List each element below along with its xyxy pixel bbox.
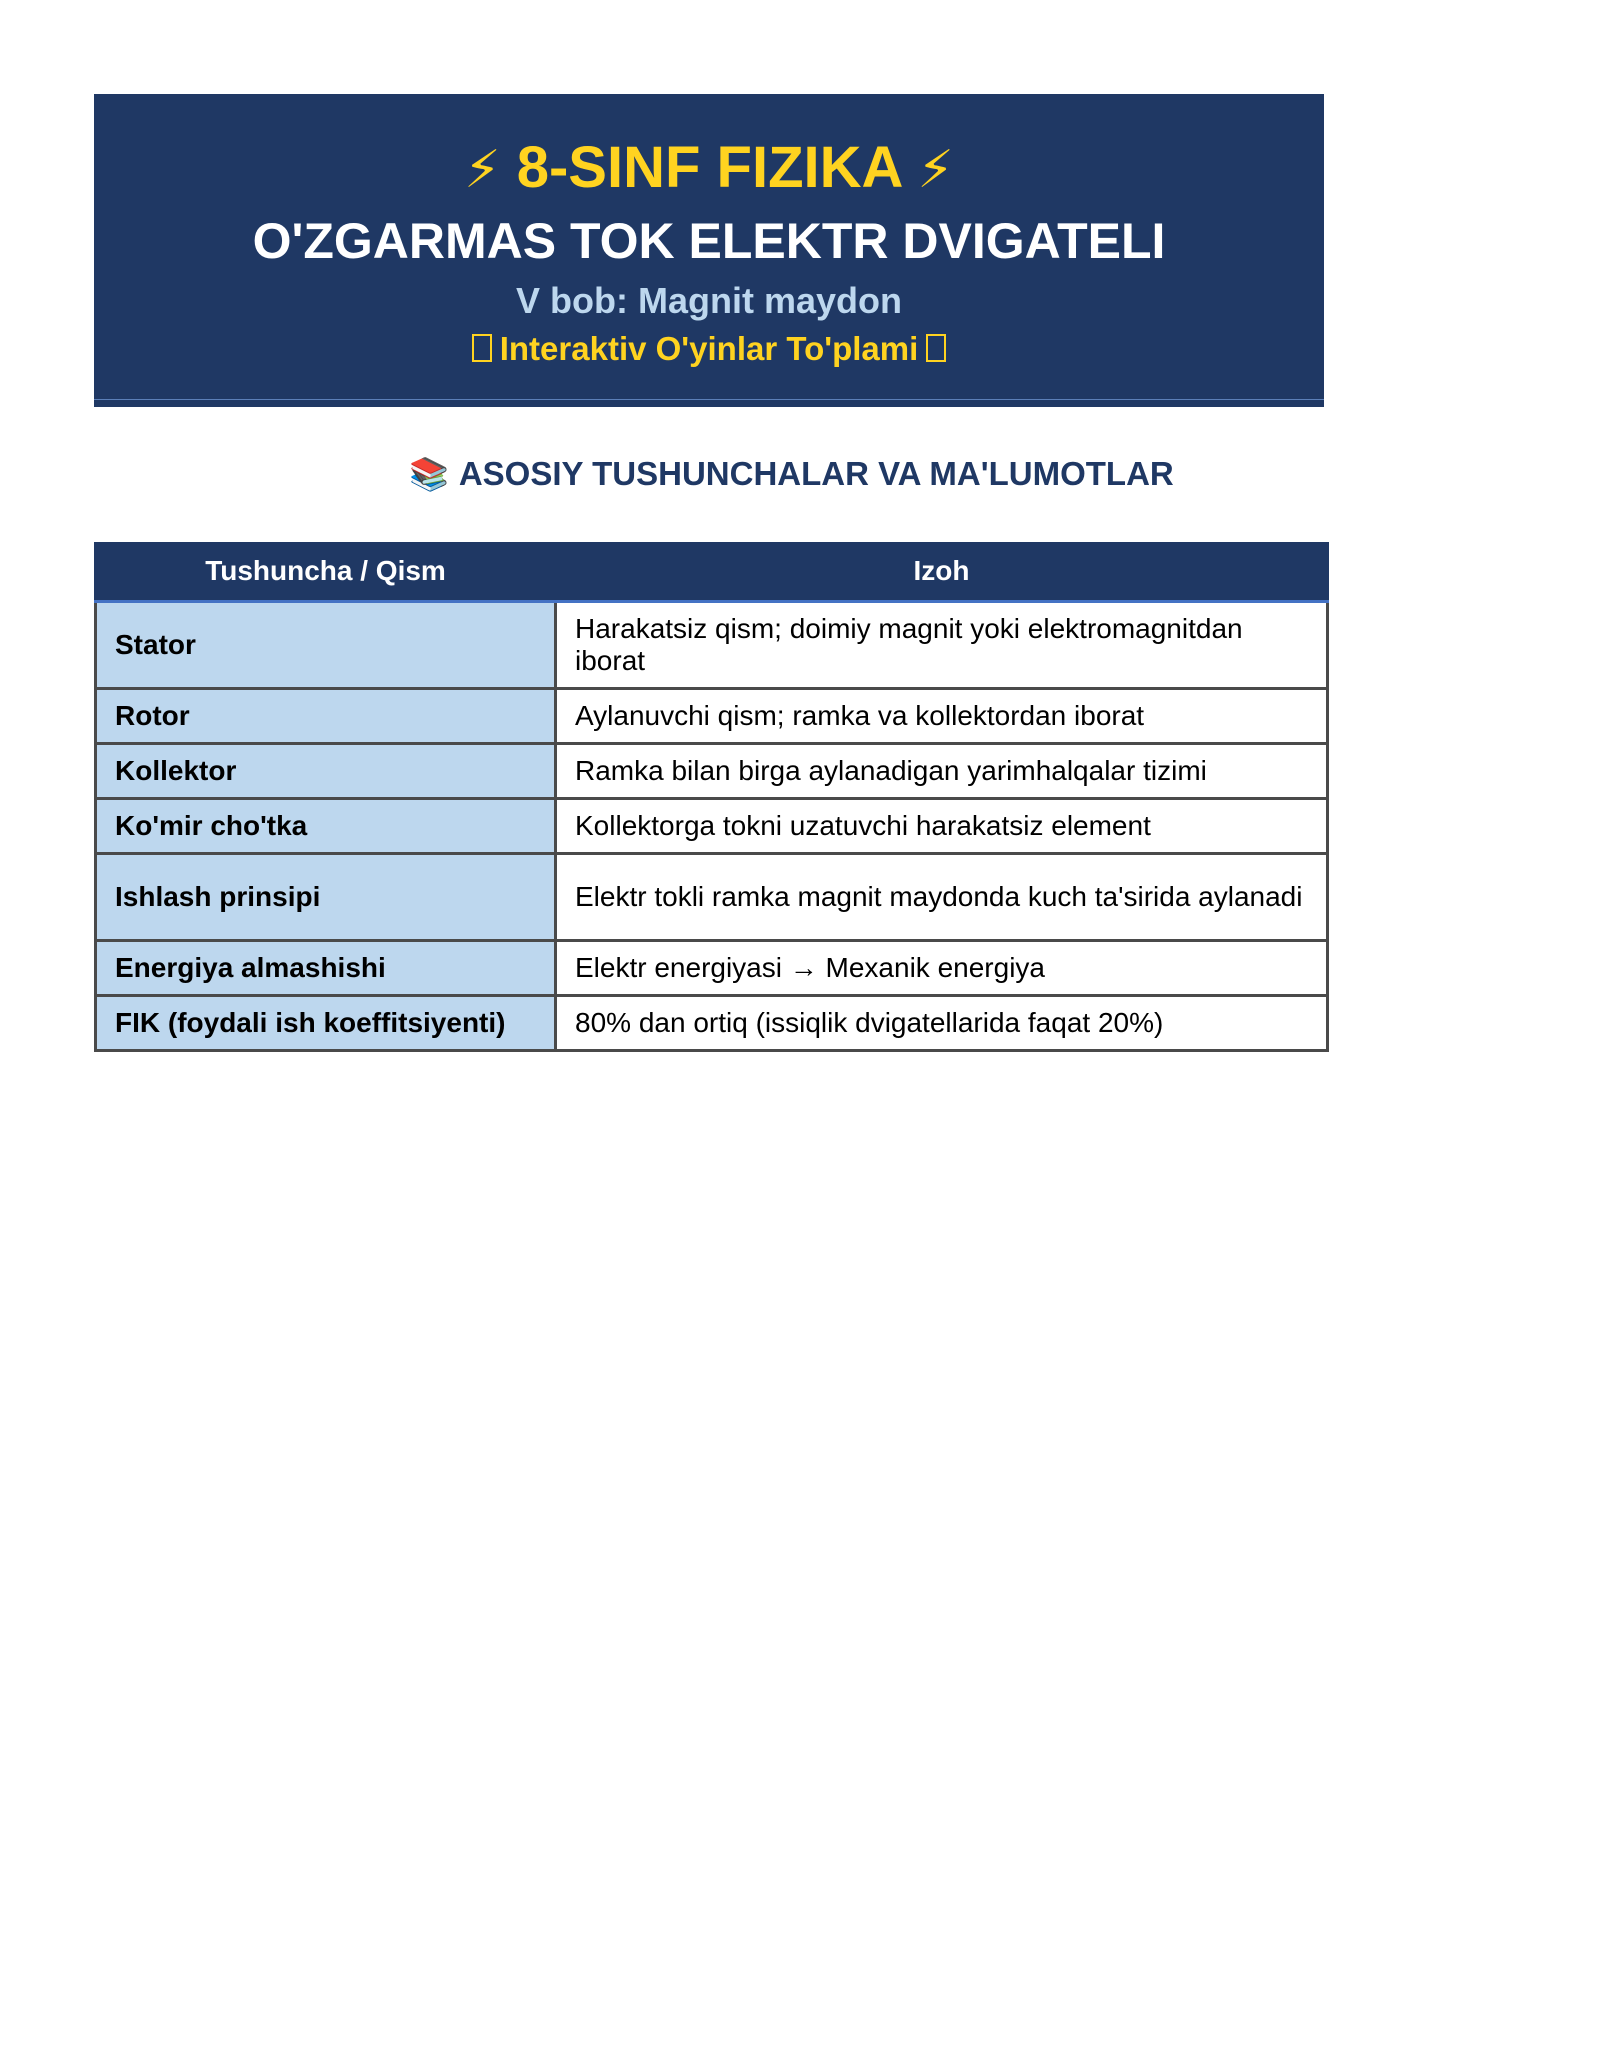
row-description: Elektr tokli ramka magnit maydonda kuch ta'sirida aylanadi xyxy=(556,854,1328,941)
banner-divider xyxy=(94,399,1324,400)
title-banner xyxy=(94,94,1324,407)
table-row xyxy=(96,996,1328,1051)
row-term: Stator xyxy=(96,602,556,689)
table-header-row xyxy=(96,542,1328,602)
collection-subtitle xyxy=(94,330,1324,368)
lightning-icon: ⚡ xyxy=(464,141,501,199)
section-heading xyxy=(94,455,1554,493)
column-header-description: Izoh xyxy=(556,542,1328,602)
subject-title xyxy=(94,134,1324,201)
missing-glyph-icon xyxy=(926,334,946,362)
row-description: Aylanuvchi qism; ramka va kollektordan iborat xyxy=(556,689,1328,744)
table-row xyxy=(96,854,1328,941)
row-term: Energiya almashishi xyxy=(96,941,556,996)
column-header-term: Tushuncha / Qism xyxy=(96,542,556,602)
row-term: FIK (foydali ish koeffitsiyenti) xyxy=(96,996,556,1051)
row-term: Ko'mir cho'tka xyxy=(96,799,556,854)
table-row xyxy=(96,799,1328,854)
row-description: Kollektorga tokni uzatuvchi harakatsiz element xyxy=(556,799,1328,854)
subject-label: 8-SINF FIZIKA xyxy=(516,135,902,200)
row-term: Ishlash prinsipi xyxy=(96,854,556,941)
table-row xyxy=(96,602,1328,689)
table-row xyxy=(96,941,1328,996)
row-description: Ramka bilan birga aylanadigan yarimhalqalar tizimi xyxy=(556,744,1328,799)
table-row xyxy=(96,689,1328,744)
books-icon: 📚 xyxy=(409,456,449,492)
concepts-table xyxy=(94,542,1329,1052)
topic-title: O'ZGARMAS TOK ELEKTR DVIGATELI xyxy=(252,213,1166,269)
row-term: Kollektor xyxy=(96,744,556,799)
chapter-subtitle: V bob: Magnit maydon xyxy=(516,280,902,321)
collection-label: Interaktiv O'yinlar To'plami xyxy=(499,330,919,367)
lightning-icon: ⚡ xyxy=(917,141,954,199)
row-description: Elektr energiyasi → Mexanik energiya xyxy=(556,941,1328,996)
section-heading-label: ASOSIY TUSHUNCHALAR VA MA'LUMOTLAR xyxy=(458,455,1174,492)
missing-glyph-icon xyxy=(472,334,492,362)
row-term: Rotor xyxy=(96,689,556,744)
row-description: Harakatsiz qism; doimiy magnit yoki elektromagnitdan iborat xyxy=(556,602,1328,689)
table-row xyxy=(96,744,1328,799)
row-description: 80% dan ortiq (issiqlik dvigatellarida faqat 20%) xyxy=(556,996,1328,1051)
